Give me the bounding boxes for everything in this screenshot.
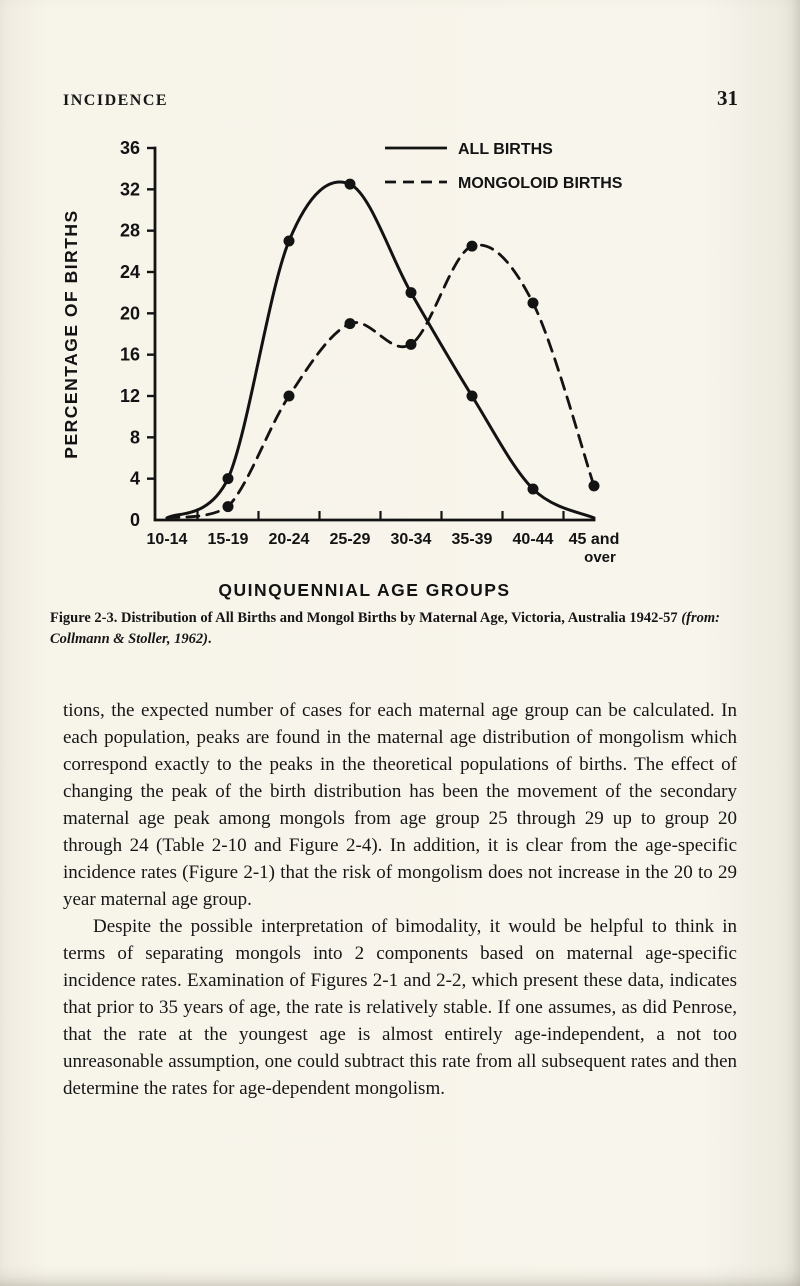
running-head (63, 86, 738, 111)
y-tick-label: 8 (129, 427, 140, 448)
body-paragraph-2: Despite the possible interpretation of bimodality, it would be helpful to think in terms of separating mongols into 2 components based on maternal age-specific incidence rates. Examination of Figures 2-1 and 2-2, which present these data, indicates that prior to 35 years of age, the rate is relatively stable. If one assumes, as did Penrose, that the rate at the youngest age is almost entirely age-independent, a not too unreasonable assumption, one could subtract this rate from all subsequent rates and then determine the rates for age-dependent mongolism. (63, 916, 737, 1099)
figure-line-chart (0, 130, 800, 675)
x-tick-label: 10-14 (146, 531, 188, 548)
data-point-all-births (284, 236, 295, 247)
figure-caption (50, 608, 742, 650)
data-point-mongoloid-births (223, 501, 234, 512)
y-tick-label: 20 (119, 303, 140, 324)
y-tick-label: 24 (119, 262, 140, 282)
figure-caption-label: Figure 2-3. (50, 610, 118, 626)
x-tick-label: 15-19 (207, 531, 249, 548)
x-tick-label: 25-29 (329, 531, 371, 548)
body-paragraph-1: tions, the expected number of cases for each maternal age group can be calculated. In each population, peaks are found in the maternal age distribution of mongolism which correspond exactly to the peaks in the theoretical populations of births. The effect of changing the peak of the birth distribution has been the movement of the secondary maternal age peak among mongols from age group 25 through 29 up to group 20 through 24 (Table 2-10 and Figure 2-4). In addition, it is clear from the age-specific incidence rates (Figure 2-1) that the risk of mongolism does not increase in the 20 to 29 year maternal age group. (63, 700, 737, 910)
y-axis-title: PERCENTAGE OF BIRTHS (61, 209, 81, 459)
figure-caption-period: . (207, 631, 212, 647)
data-point-mongoloid-births (528, 298, 539, 309)
x-tick-label: 20-24 (268, 531, 310, 548)
figure-caption-source: (from: Collmann & Stoller, 1962) (50, 610, 720, 647)
legend-label-mongoloid-births: MONGOLOID BIRTHS (458, 175, 623, 192)
y-tick-label: 36 (119, 138, 140, 158)
y-tick-label: 12 (119, 386, 140, 406)
x-tick-label: 40-44 (512, 531, 554, 548)
body-text (63, 697, 737, 1102)
page-number: 31 (717, 86, 738, 110)
series-line-all-births (167, 182, 594, 518)
data-point-mongoloid-births (589, 480, 600, 491)
y-tick-label: 32 (119, 179, 140, 200)
axes (155, 148, 594, 520)
x-tick-label: 35-39 (451, 531, 493, 548)
x-tick-label-over: over (584, 549, 616, 566)
data-point-mongoloid-births (345, 318, 356, 329)
data-point-all-births (528, 484, 539, 495)
x-tick-label: 45 and (568, 531, 620, 548)
y-tick-label: 16 (119, 344, 140, 365)
figure-caption-text: Distribution of All Births and Mongol Births by Maternal Age, Victoria, Australia 1942-57 (117, 610, 682, 626)
y-tick-label: 28 (119, 220, 140, 241)
data-point-mongoloid-births (467, 241, 478, 252)
x-tick-label: 30-34 (390, 531, 432, 548)
legend-label-all-births: ALL BIRTHS (458, 141, 553, 158)
data-point-mongoloid-births (284, 391, 295, 402)
data-point-mongoloid-births (406, 339, 417, 350)
running-head-title: INCIDENCE (63, 92, 169, 109)
data-point-all-births (467, 391, 478, 402)
data-point-all-births (223, 473, 234, 484)
y-tick-label: 0 (129, 510, 140, 530)
data-point-all-births (345, 179, 356, 190)
y-tick-label: 4 (129, 468, 140, 489)
x-axis-title: QUINQUENNIAL AGE GROUPS (218, 580, 511, 600)
data-point-all-births (406, 287, 417, 298)
